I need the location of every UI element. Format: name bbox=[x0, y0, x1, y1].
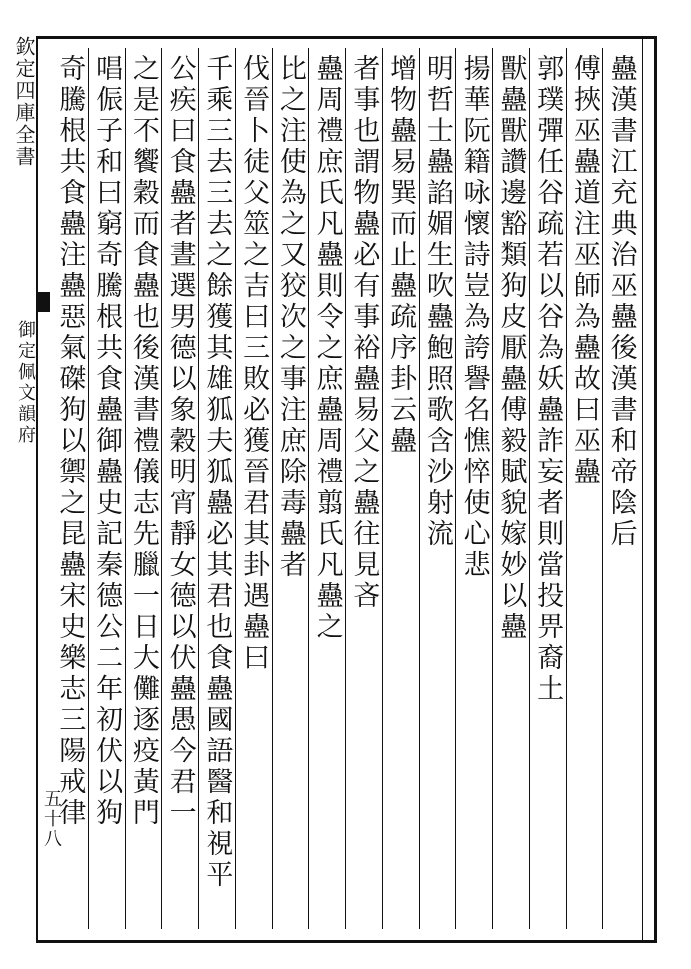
column-text: 比之注使為之又狡次之事注庶除毒蠱者 bbox=[274, 54, 306, 581]
column-text: 揚華阮籍咏懷詩豈為誇譽名憔悴使心悲 bbox=[458, 54, 490, 581]
text-column bbox=[566, 48, 603, 929]
column-text: 郭璞彈任谷疏若以谷為妖蠱詐妄者則當投畀裔土 bbox=[532, 54, 564, 705]
text-column bbox=[198, 48, 235, 929]
column-text: 者事也謂物蠱必有事裕蠱易父之蠱往見吝 bbox=[348, 54, 380, 612]
text-column bbox=[125, 48, 162, 929]
text-column bbox=[308, 48, 345, 929]
text-column bbox=[419, 48, 456, 929]
column-text: 增物蠱易巽而止蠱疏序卦云蠱 bbox=[385, 54, 417, 457]
frame-bottom bbox=[36, 940, 657, 943]
column-text: 獸蠱獸讚邊豁類狗皮厭蠱傅毅賦貌嫁妙以蠱 bbox=[495, 54, 527, 643]
text-column bbox=[602, 48, 639, 929]
text-column bbox=[455, 48, 492, 929]
column-text: 蠱漢書江充典治巫蠱後漢書和帝陰后 bbox=[605, 54, 637, 550]
column-text: 唱侲子和曰窮奇騰根共食蠱御蠱史記秦德公二年初伏以狗 bbox=[91, 54, 123, 829]
column-text: 千乘三去三去之餘獲其雄狐夫狐蠱必其君也食蠱國語醫和視平 bbox=[201, 54, 233, 891]
frame-inner-right bbox=[642, 36, 643, 943]
book-title: 御定佩文韻府 bbox=[15, 320, 36, 446]
column-text: 傅挾巫蠱道注巫師為蠱故曰巫蠱 bbox=[568, 54, 600, 488]
text-column bbox=[492, 48, 529, 929]
text-column bbox=[272, 48, 309, 929]
text-column bbox=[345, 48, 382, 929]
column-text: 伐晉卜徒父筮之吉曰三敗必獲晉君其卦遇蠱曰 bbox=[238, 54, 270, 674]
edge-text: 欽定四庫全書 bbox=[12, 36, 36, 168]
page-number: 五十八 bbox=[41, 789, 62, 849]
text-column bbox=[161, 48, 198, 929]
frame-right bbox=[654, 36, 657, 943]
column-text: 之是不饗穀而食蠱也後漢書禮儀志先臘一日大儺逐疫黃門 bbox=[127, 54, 159, 829]
fishtail-mark bbox=[36, 292, 50, 312]
column-text: 明哲士蠱諂媚生吹蠱鮑照歌含沙射流 bbox=[421, 54, 453, 550]
column-text: 奇騰根共食蠱注蠱惡氣磔狗以禦之昆蠱宋史樂志三陽戒律 bbox=[54, 54, 86, 829]
text-column bbox=[88, 48, 125, 929]
column-text: 蠱周禮庶氏凡蠱則令之庶蠱周禮翦氏凡蠱之 bbox=[311, 54, 343, 643]
text-column bbox=[52, 48, 88, 929]
text-column bbox=[382, 48, 419, 929]
text-grid bbox=[52, 48, 639, 929]
text-column bbox=[235, 48, 272, 929]
column-text: 公疾曰食蠱者晝選男德以象穀明宵靜女德以伏蠱愚今君一 bbox=[164, 54, 196, 829]
frame-top bbox=[36, 36, 657, 39]
text-column bbox=[529, 48, 566, 929]
